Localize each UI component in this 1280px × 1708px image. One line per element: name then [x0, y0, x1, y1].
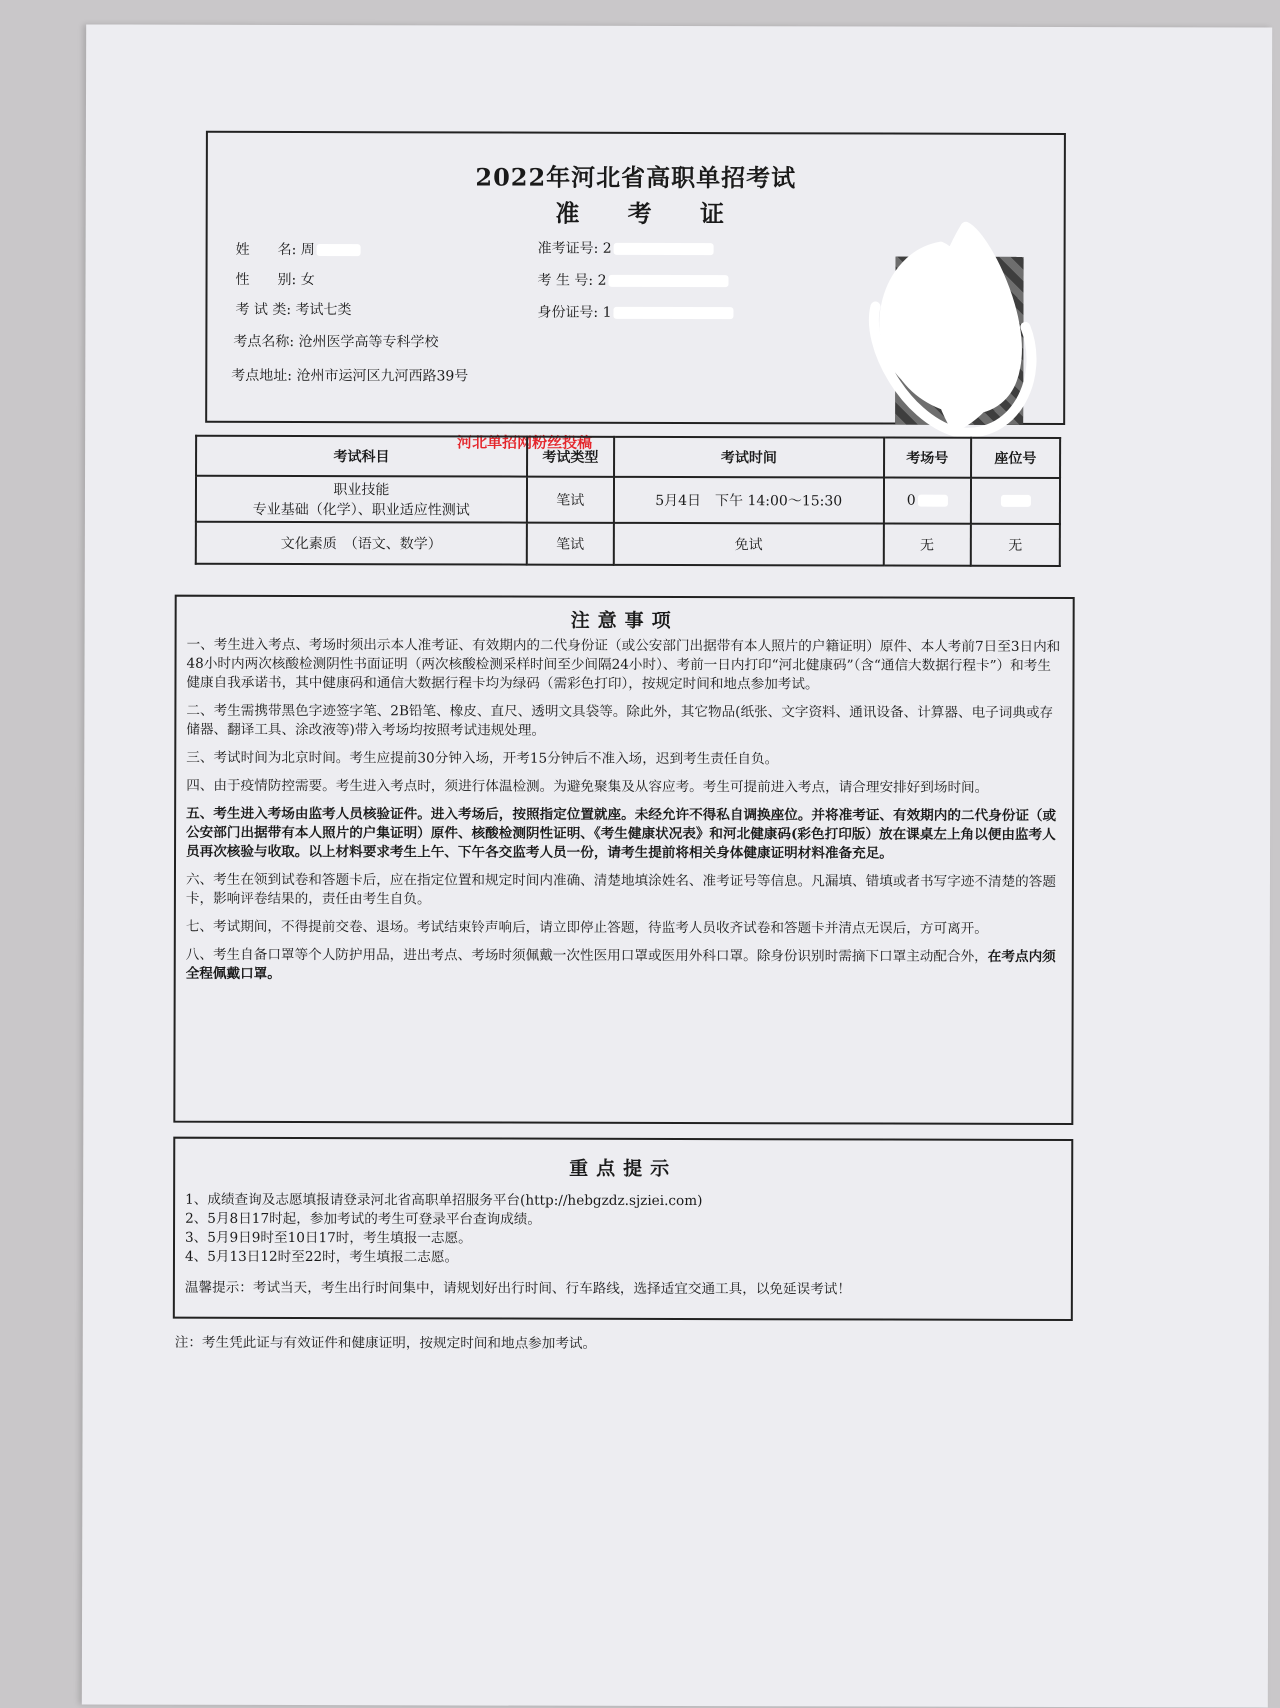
exam-schedule-table	[195, 435, 1061, 567]
key-points-box	[173, 1137, 1073, 1321]
header-subject: 考试科目	[196, 436, 527, 477]
examinee-number-row: 考 生 号: 2	[538, 270, 729, 290]
notice-item: 四、由于疫情防控需要。考生进入考点时，须进行体温检测。为避免聚集及从容应考。考生可提前进入考点，请合理安排好到场时间。	[186, 777, 989, 796]
header-room: 考场号	[884, 438, 971, 478]
reminder-text: 温馨提示：考试当天，考生出行时间集中，请规划好出行时间、行车路线，选择适宜交通工具，以免延误考试！	[184, 1279, 852, 1298]
gender-row: 性 别: 女	[235, 271, 315, 289]
table-row	[196, 522, 1060, 566]
room-cell: 无	[883, 524, 970, 566]
key-point-item: 1、成绩查询及志愿填报请登录河北省高职单招服务平台(http://hebgzdz.sjziei.com)	[185, 1191, 703, 1210]
notice-item: 三、考试时间为北京时间。考生应提前30分钟入场，开考15分钟后不准入场，迟到考生责任自负。	[186, 749, 779, 768]
scribble-redaction	[845, 216, 1056, 447]
subject-cell: 职业技能 专业基础（化学）、职业适应性测试	[196, 476, 527, 523]
redaction-mark	[317, 244, 361, 256]
seat-cell: 无	[971, 524, 1060, 566]
key-point-item: 2、5月8日17时起，参加考试的考生可登录平台查询成绩。	[185, 1210, 542, 1228]
name-value: 周	[300, 242, 315, 259]
table-header-row	[196, 436, 1060, 478]
examinee-number-value: 2	[597, 272, 607, 289]
category-row: 考 试 类: 考试七类	[235, 301, 352, 319]
category-value: 考试七类	[295, 301, 352, 319]
exam-site-value: 沧州医学高等专科学校	[298, 334, 439, 351]
notice-item: 五、考生进入考场由监考人员核验证件。进入考场后，按照指定位置就座。未经允许不得私自调换座位。并将准考证、有效期内的二代身份证（或公安部门出据带有本人照片的户集证明）原件、核酸检测阴性证明、《考生健康状况表》和河北健康码(彩色打印版）放在课桌左上角以便由监考人员再次核验与收取。以上材料要求考生上午、下午各交监考人员一份，请考生提前将相关身体健康证明材料准备充足。	[186, 805, 1057, 862]
time-cell: 5月4日 下午 14:00～15:30	[614, 477, 884, 524]
watermark-text: 河北单招网粉丝投稿	[457, 433, 593, 452]
subject-cell: 文化素质 （语文、数学）	[196, 522, 527, 565]
notice-item: 一、考生进入考点、考场时须出示本人准考证、有效期内的二代身份证（或公安部门出据带有本人照片的户籍证明）原件、本人考前7日至3日内和48小时内两次核酸检测阴性书面证明（两次核酸检测采样时间至少间隔24小时）、考前一日内打印“河北健康码”（含“通信大数据行程卡”）和考生健康自我承诺书，其中健康码和通信大数据行程卡均为绿码（需彩色打印），按规定时间和地点参加考试。	[186, 636, 1061, 693]
room-cell: 0	[884, 478, 971, 524]
exam-address-value: 沧州市运河区九河西路39号	[296, 368, 469, 385]
gender-value: 女	[300, 272, 315, 289]
notice-item: 六、考生在领到试卷和答题卡后，应在指定位置和规定时间内准确、清楚地填涂姓名、准考证号等信息。凡漏填、错填或者书写字迹不清楚的答题卡，影响评卷结果的，责任由考生自负。	[185, 871, 1056, 908]
exam-address-row: 考点地址: 沧州市运河区九河西路39号	[231, 367, 469, 385]
id-number-row: 身份证号: 1	[537, 302, 733, 323]
type-cell: 笔试	[527, 477, 614, 523]
admission-number-value: 2	[602, 240, 612, 257]
redaction-mark	[614, 243, 714, 255]
seat-cell	[971, 478, 1060, 524]
name-row: 姓 名: 周	[236, 239, 361, 259]
id-number-value: 1	[602, 304, 612, 321]
notice-box	[173, 595, 1074, 1125]
header-type: 考试类型	[527, 437, 614, 477]
redaction-mark	[614, 307, 734, 319]
notice-item: 七、考试期间，不得提前交卷、退场。考试结束铃声响后，请立即停止答题，待监考人员收齐试卷和答题卡并清点无误后，方可离开。	[185, 918, 988, 937]
notice-item: 八、考生自备口罩等个人防护用品，进出考点、考场时须佩戴一次性医用口罩或医用外科口罩。除身份识别时需摘下口罩主动配合外，在考点内须全程佩戴口罩。	[185, 946, 1056, 982]
ticket-subtitle: 准 考 证	[555, 198, 745, 229]
time-cell: 免试	[614, 523, 884, 566]
key-points-title: 重点提示	[569, 1157, 678, 1181]
header-time: 考试时间	[614, 437, 884, 478]
redaction-mark	[609, 275, 729, 287]
admission-number-row: 准考证号: 2	[538, 238, 714, 258]
footer-note: 注：考生凭此证与有效证件和健康证明，按规定时间和地点参加考试。	[174, 1334, 597, 1352]
key-point-item: 3、5月9日9时至10日17时，考生填报一志愿。	[185, 1229, 472, 1247]
header-seat: 座位号	[971, 438, 1060, 478]
exam-site-row: 考点名称: 沧州医学高等专科学校	[233, 333, 439, 351]
admission-ticket-paper	[82, 24, 1272, 1707]
table-row	[196, 476, 1060, 524]
type-cell: 笔试	[527, 523, 614, 565]
key-point-item: 4、5月13日12时至22时，考生填报二志愿。	[184, 1248, 459, 1266]
notice-item: 二、考生需携带黑色字迹签字笔、2B铅笔、橡皮、直尺、透明文具袋等。除此外，其它物品(纸张、文字资料、通讯设备、计算器、电子词典或存储器、翻译工具、涂改液等)带入考场均按照考试违规处理。	[186, 702, 1054, 739]
ticket-title: 2022年河北省高职单招考试	[475, 162, 797, 193]
notice-title: 注意事项	[570, 609, 679, 633]
